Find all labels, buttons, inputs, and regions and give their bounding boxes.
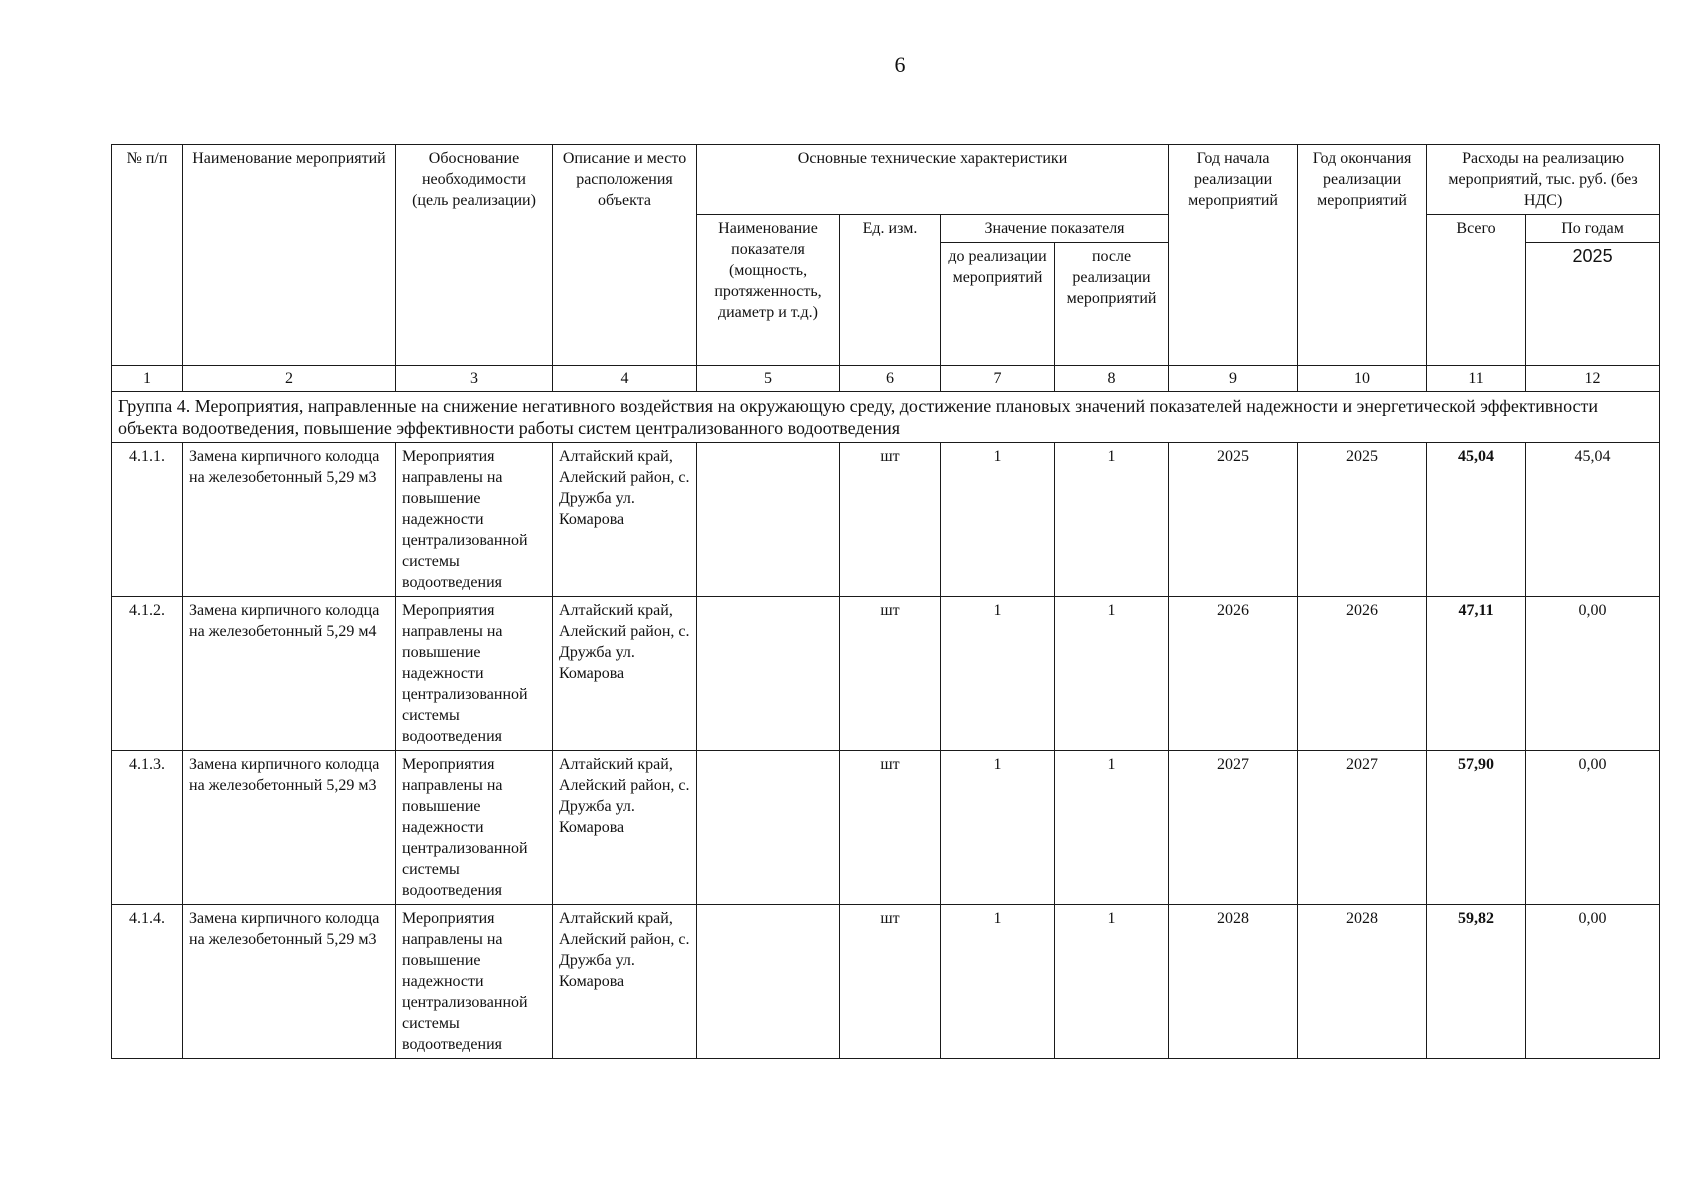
cost-2025: 45,04 <box>1526 443 1660 597</box>
measure-location: Алтайский край, Алейский район, с. Дружба ул. Комарова <box>553 905 697 1059</box>
end-year: 2028 <box>1298 905 1427 1059</box>
start-year: 2027 <box>1169 751 1298 905</box>
cost-2025: 0,00 <box>1526 751 1660 905</box>
value-after: 1 <box>1055 905 1169 1059</box>
value-before: 1 <box>941 751 1055 905</box>
row-number: 4.1.4. <box>112 905 183 1059</box>
column-number: 5 <box>697 366 840 392</box>
unit: шт <box>840 751 941 905</box>
header-measure-name: Наименование мероприятий <box>183 145 396 366</box>
measure-location: Алтайский край, Алейский район, с. Дружба ул. Комарова <box>553 597 697 751</box>
measure-purpose: Мероприятия направлены на повышение надежности централизованной системы водоотведения <box>396 751 553 905</box>
indicator-name <box>697 905 840 1059</box>
measure-name: Замена кирпичного колодца на железобетонный 5,29 м3 <box>183 905 396 1059</box>
start-year: 2025 <box>1169 443 1298 597</box>
total-cost: 57,90 <box>1427 751 1526 905</box>
column-number: 11 <box>1427 366 1526 392</box>
header-costs: Расходы на реализацию мероприятий, тыс. руб. (без НДС) <box>1427 145 1660 215</box>
column-number: 10 <box>1298 366 1427 392</box>
measure-purpose: Мероприятия направлены на повышение надежности централизованной системы водоотведения <box>396 597 553 751</box>
header-purpose: Обоснование необходимости (цель реализации) <box>396 145 553 366</box>
measure-location: Алтайский край, Алейский район, с. Дружба ул. Комарова <box>553 751 697 905</box>
total-cost: 59,82 <box>1427 905 1526 1059</box>
table-row <box>112 443 1660 597</box>
header-number: № п/п <box>112 145 183 366</box>
page-number: 6 <box>894 52 906 77</box>
header-year-2025: 2025 <box>1526 243 1660 366</box>
column-number: 9 <box>1169 366 1298 392</box>
column-number: 6 <box>840 366 941 392</box>
row-number: 4.1.1. <box>112 443 183 597</box>
measure-purpose: Мероприятия направлены на повышение надежности централизованной системы водоотведения <box>396 905 553 1059</box>
header-indicator-value: Значение показателя <box>941 215 1169 243</box>
table-row <box>112 905 1660 1059</box>
end-year: 2027 <box>1298 751 1427 905</box>
row-number: 4.1.3. <box>112 751 183 905</box>
table-row <box>112 751 1660 905</box>
group-row <box>112 392 1660 443</box>
total-cost: 45,04 <box>1427 443 1526 597</box>
header-indicator-name: Наименование показателя (мощность, протяженность, диаметр и т.д.) <box>697 215 840 366</box>
header-by-years: По годам <box>1526 215 1660 243</box>
measure-purpose: Мероприятия направлены на повышение надежности централизованной системы водоотведения <box>396 443 553 597</box>
row-number: 4.1.2. <box>112 597 183 751</box>
value-after: 1 <box>1055 597 1169 751</box>
header-location: Описание и место расположения объекта <box>553 145 697 366</box>
measure-name: Замена кирпичного колодца на железобетонный 5,29 м3 <box>183 443 396 597</box>
column-number: 4 <box>553 366 697 392</box>
column-number: 2 <box>183 366 396 392</box>
header-start-year: Год начала реализации мероприятий <box>1169 145 1298 366</box>
value-before: 1 <box>941 905 1055 1059</box>
column-number: 1 <box>112 366 183 392</box>
header-row-1 <box>112 145 1660 215</box>
header-technical-characteristics: Основные технические характеристики <box>697 145 1169 215</box>
measures-table <box>111 144 1660 1059</box>
header-total: Всего <box>1427 215 1526 366</box>
cost-2025: 0,00 <box>1526 905 1660 1059</box>
header-before: до реализации мероприятий <box>941 243 1055 366</box>
measure-name: Замена кирпичного колодца на железобетонный 5,29 м4 <box>183 597 396 751</box>
value-after: 1 <box>1055 443 1169 597</box>
column-number: 12 <box>1526 366 1660 392</box>
group-title: Группа 4. Мероприятия, направленные на снижение негативного воздействия на окружающую среду, достижение плановых значений показателей надежности и энергетической эффективности объекта водоотведения, повышение эффективности работы систем централизованного водоотведения <box>112 392 1660 443</box>
column-number: 3 <box>396 366 553 392</box>
column-number: 7 <box>941 366 1055 392</box>
header-after: после реализации мероприятий <box>1055 243 1169 366</box>
value-before: 1 <box>941 597 1055 751</box>
value-after: 1 <box>1055 751 1169 905</box>
cost-2025: 0,00 <box>1526 597 1660 751</box>
start-year: 2028 <box>1169 905 1298 1059</box>
measure-location: Алтайский край, Алейский район, с. Дружба ул. Комарова <box>553 443 697 597</box>
total-cost: 47,11 <box>1427 597 1526 751</box>
column-numbers-row <box>112 366 1660 392</box>
start-year: 2026 <box>1169 597 1298 751</box>
header-end-year: Год окончания реализации мероприятий <box>1298 145 1427 366</box>
value-before: 1 <box>941 443 1055 597</box>
unit: шт <box>840 905 941 1059</box>
indicator-name <box>697 443 840 597</box>
measure-name: Замена кирпичного колодца на железобетонный 5,29 м3 <box>183 751 396 905</box>
indicator-name <box>697 751 840 905</box>
unit: шт <box>840 597 941 751</box>
table-row <box>112 597 1660 751</box>
header-unit: Ед. изм. <box>840 215 941 366</box>
unit: шт <box>840 443 941 597</box>
end-year: 2025 <box>1298 443 1427 597</box>
column-number: 8 <box>1055 366 1169 392</box>
end-year: 2026 <box>1298 597 1427 751</box>
indicator-name <box>697 597 840 751</box>
